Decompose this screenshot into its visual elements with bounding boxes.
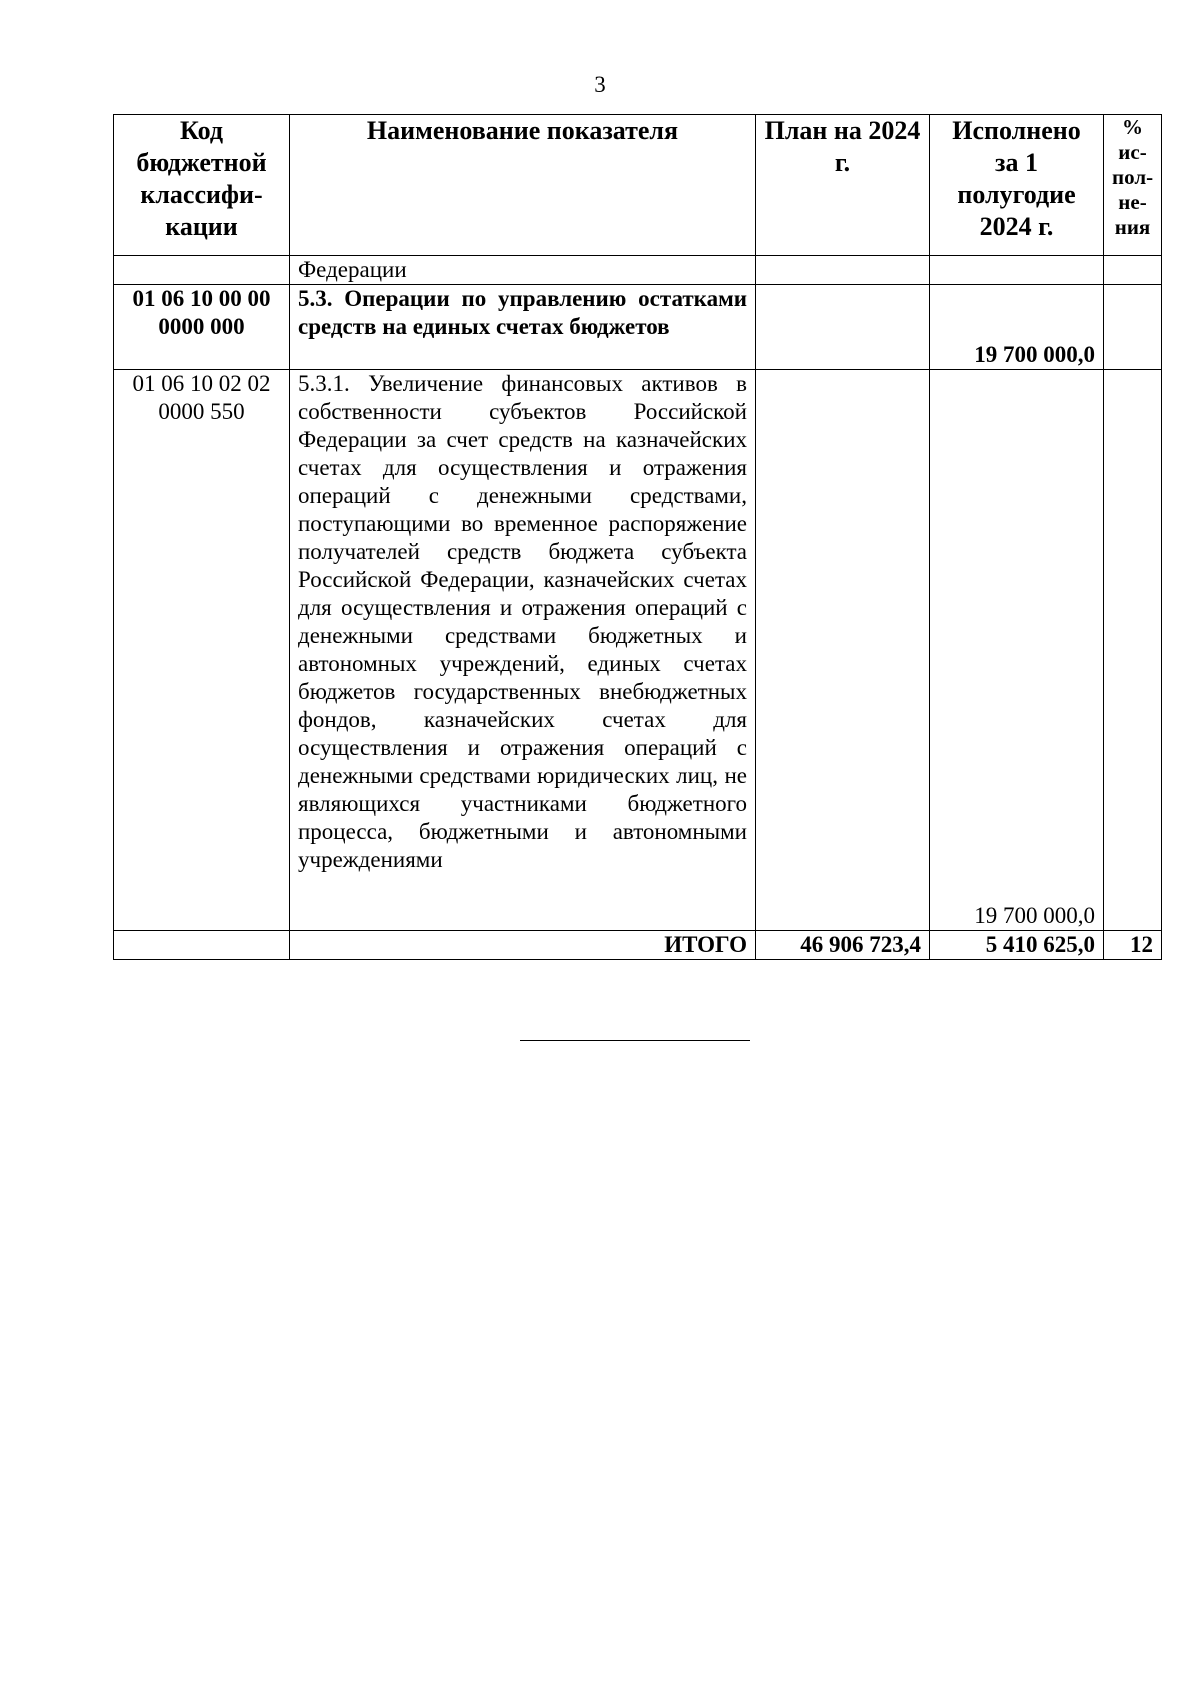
table-header-row [114, 115, 1162, 256]
cell-percent [1104, 256, 1162, 285]
header-code: Код бюджетной классифи-кации [114, 115, 290, 256]
cell-executed: 19 700 000,0 [930, 285, 1104, 370]
cell-percent [1104, 370, 1162, 931]
page-number: 3 [594, 72, 606, 97]
total-percent: 12 [1104, 931, 1162, 960]
cell-name: 5.3.1. Увеличение финансовых активов в собственности субъектов Российской Федерации за счет средств на казначейских счетах для осуществления и отражения операций с денежными средствами, поступающими во временное распоряжение получателей средств бюджета субъекта Российской Федерации, казначейских счетах для осуществления и отражения операций с денежными средствами бюджетных и автономных учреждений, единых счетах бюджетов государственных внебюджетных фондов, казначейских счетах для осуществления и отражения операций с денежными средствами юридических лиц, не являющихся участниками бюджетного процесса, бюджетными и автономными учреждениями [290, 370, 756, 931]
cell-code [114, 256, 290, 285]
total-executed: 5 410 625,0 [930, 931, 1104, 960]
header-executed: Исполнено за 1 полугодие 2024 г. [930, 115, 1104, 256]
cell-plan [756, 256, 930, 285]
total-row [114, 931, 1162, 960]
table-row [114, 285, 1162, 370]
cell-code: 01 06 10 00 00 0000 000 [114, 285, 290, 370]
total-plan: 46 906 723,4 [756, 931, 930, 960]
cell-plan [756, 285, 930, 370]
end-of-document-rule [520, 1040, 750, 1041]
cell-name: Федерации [290, 256, 756, 285]
cell-executed: 19 700 000,0 [930, 370, 1104, 931]
total-empty-cell [114, 931, 290, 960]
cell-code: 01 06 10 02 02 0000 550 [114, 370, 290, 931]
table-row [114, 370, 1162, 931]
cell-name: 5.3. Операции по управлению остатками средств на единых счетах бюджетов [290, 285, 756, 370]
header-name: Наименование показателя [290, 115, 756, 256]
header-plan: План на 2024 г. [756, 115, 930, 256]
cell-plan [756, 370, 930, 931]
cell-executed [930, 256, 1104, 285]
budget-execution-table [113, 114, 1162, 960]
header-percent: % ис-пол-не-ния [1104, 115, 1162, 256]
cell-percent [1104, 285, 1162, 370]
total-label: ИТОГО [290, 931, 756, 960]
table-row [114, 256, 1162, 285]
